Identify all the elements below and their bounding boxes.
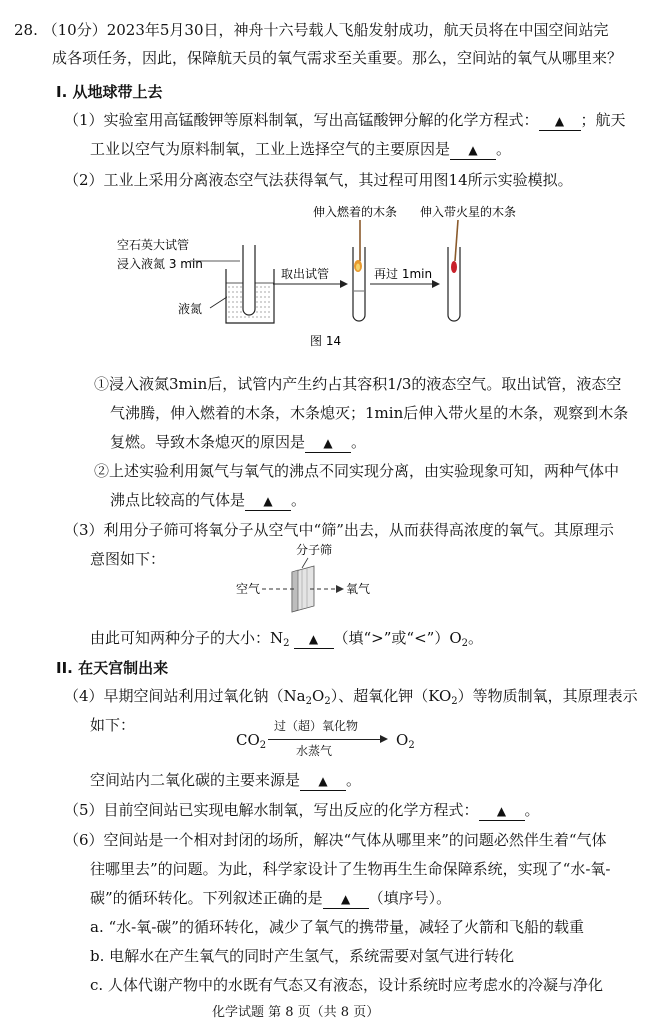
q4-line3: 空间站内二氧化碳的主要来源是 ▲ 。 [90,771,362,789]
figure-14-caption: 图 14 [310,334,342,348]
test-tube-in-beaker [243,245,255,315]
q6-line1: （6）空间站是一个相对封闭的场所，解决“气体从哪里来”的问题必然伴生着“气体 [64,831,607,849]
q1-line2: 工业以空气为原料制氧，工业上选择空气的主要原因是 ▲ 。 [90,140,512,158]
q3-conclusion: 由此可知两种分子的大小：$N_2$ ▲ （填“>”或“$<”)O_2$。 [90,629,484,649]
reaction-right: $O_2$ [396,731,415,751]
q2-intro: （2）工业上采用分离液态空气法获得氧气，其过程可用图14所示实验模拟。 [64,171,573,189]
question-intro-line2: 成各项任务，因此，保障航天员的氧气需求至关重要。那么，空间站的氧气从哪里来？ [52,49,623,67]
q4-line2: 如下： [90,716,136,734]
c1-line1: ①浸入液氮3min后，试管内产生约占其容积1/3的液态空气。取出试管，液态空 [94,375,622,393]
q6-line3: 碳”的循环转化。下列叙述正确的是 ▲ （填序号）。 [90,889,452,907]
sieve-left-label: 空气 [236,582,261,596]
c1-line2: 气沸腾，伸入燃着的木条，木条熄灭；1min后伸入带火星的木条，观察到木条 [110,404,629,422]
sieve-label: 分子筛 [296,543,333,557]
figure-14 [0,195,650,355]
q3-line2: 意图如下： [90,550,166,568]
section-2-heading: II. 在天宫制出来 [56,659,169,677]
answer-blank-3: ▲ [305,433,351,453]
fig-top-label-2: 伸入带火星的木条 [420,205,517,219]
q6-line2: 往哪里去”的问题。为此，科学家设计了生物再生生命保障系统，实现了“水-氧- [90,860,611,878]
answer-blank-1: ▲ [539,111,581,131]
c1-line3: 复燃。导致木条熄灭的原因是 ▲ 。 [110,433,367,451]
reaction-scheme [236,716,436,756]
molecular-sieve-diagram [220,538,420,618]
reaction-left: $CO_2$ [236,731,267,751]
section-1-heading: I. 从地球带上去 [56,83,163,101]
q5-line: （5）目前空间站已实现电解水制氧，写出反应的化学方程式： ▲ 。 [64,801,540,819]
c2-line2: 沸点比较高的气体是 ▲ 。 [110,491,307,509]
answer-blank-6: ▲ [300,771,346,791]
fig-label-liquid-n2: 液氮 [178,302,203,316]
reaction-condition-top: 过（超）氧化物 [274,719,359,733]
fig-label-immerse: 浸入液氮 3 min [117,257,203,271]
fig-top-label-1: 伸入燃着的木条 [313,205,398,219]
test-tube-with-burning-splint [353,220,365,321]
answer-blank-2: ▲ [450,140,496,160]
page-footer: 化学试题 第 8 页（共 8 页） [212,1005,380,1020]
answer-blank-8: ▲ [323,889,369,909]
test-tube-with-glowing-splint [448,220,460,321]
option-a: a. “水-氧-碳”的循环转化，减少了氧气的携带量，减轻了火箭和飞船的载重 [90,918,584,936]
q3-line1: （3）利用分子筛可将氧分子从空气中“筛”出去，从而获得高浓度的氧气。其原理示 [64,521,614,539]
answer-blank-4: ▲ [245,491,291,511]
q4-line1: （4）早期空间站利用过氧化钠$(Na_2O_2)$、超氧化钾$(KO_2)$等物质制氧，其原理表示 [64,687,638,707]
q1-text: （1）实验室用高锰酸钾等原料制氧，写出高锰酸钾分解的化学方程式： [64,111,539,129]
fig-label-tube: 空石英大试管 [117,238,190,252]
c2-line1: ②上述实验利用氮气与氧气的沸点不同实现分离，由实验现象可知，两种气体中 [94,462,620,480]
answer-blank-5: ▲ [294,629,334,649]
arrow-1-label: 取出试管 [281,267,330,281]
answer-blank-7: ▲ [479,801,525,821]
reaction-condition-bottom: 水蒸气 [296,744,333,758]
q1-line1: （1）实验室用高锰酸钾等原料制氧，写出高锰酸钾分解的化学方程式： ▲ ；航天 [64,111,626,129]
option-c: c. 人体代谢产物中的水既有气态又有液态，设计系统时应考虑水的冷凝与净化 [90,976,603,994]
question-intro-line1: 28. （10分）2023年5月30日，神舟十六号载人飞船发射成功，航天员将在中国空间站完 [14,21,609,39]
sieve-right-label: 氧气 [346,582,371,596]
option-b: b. 电解水在产生氧气的同时产生氢气，系统需要对氢气进行转化 [90,947,515,965]
arrow-2-label: 再过 1min [374,267,433,281]
